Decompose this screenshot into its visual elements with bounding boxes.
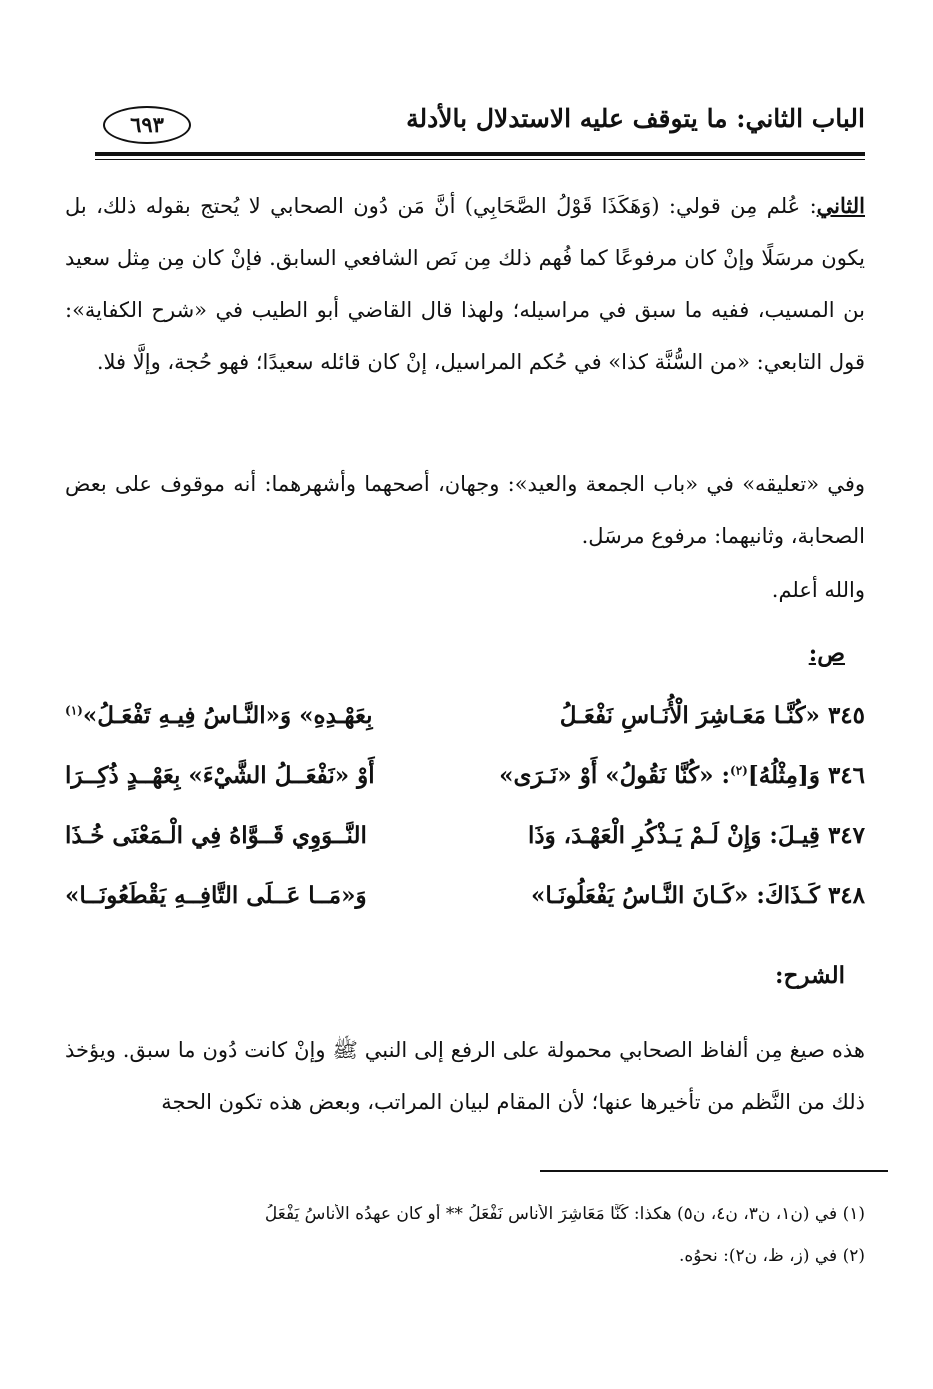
verse-hemistich-first: ٣٤٧ قِيـلَ: وَإِنْ لَـمْ يَـذْكُرِ الْعَهْـدَ، وَذَا (527, 822, 865, 849)
verse-hemistich-second: النَّــوَوِي قَــوَّاهُ فِي الْـمَعْنَى خُـذَا (65, 822, 367, 849)
verse-hemistich-first-rest: : «كُنَّا نَقُولُ» أَوْ «نَـرَى» (499, 762, 731, 789)
header-rule-thick (95, 152, 865, 156)
paragraph-label: الثاني (816, 193, 865, 218)
paragraph-3 (65, 564, 865, 616)
verse-line (65, 690, 865, 750)
verse-line (65, 810, 865, 870)
verse-hemistich-second (65, 702, 373, 729)
running-title: الباب الثاني: ما يتوقف عليه الاستدلال بالأدلة (406, 104, 865, 133)
header-rule-thin (95, 159, 865, 160)
verse-hemistich-first: ٣٤٨ كَـذَاكَ: «كَـانَ النَّـاسُ يَفْعَلُونَـا» (531, 882, 865, 909)
paragraph-4 (65, 1024, 865, 1128)
verse-line (65, 870, 865, 930)
verse-hemistich-first (499, 762, 865, 789)
verse-line (65, 750, 865, 810)
verse-hemistich-second-text: بِعَهْـدِهِ» وَ«النَّـاسُ فِيـهِ تَفْعَـلُ» (82, 702, 373, 729)
verse-hemistich-second: وَ«مَــا عَــلَى التَّافِــهِ يَقْطَعُونَــا» (65, 882, 367, 909)
footnote-2: (٢) في (ز، ظ، ن٢): نحوُه. (678, 1246, 865, 1266)
verse-hemistich-first: ٣٤٥ «كُنَّـا مَعَـاشِرَ الْأُنَـاسِ نَفْعَـلُ (559, 702, 865, 729)
footnote-ref: (١) (65, 703, 83, 718)
paragraph-1 (65, 180, 865, 388)
footnote-1: (١) في (ن١، ن٣، ن٤، ن٥) هكذا: كُنَّا مَعَاشِرَ الأناسِ نَفْعَلُ ** أو كان عهدُه الأناسُ يَفْعَلُ (264, 1204, 865, 1224)
paragraph-2-text: وفي «تعليقه» في «باب الجمعة والعيد»: وجهان، أصحهما وأشهرهما: أنه موقوف على بعض الصحابة، وثانيهما: مرفوع مرسَل. (65, 472, 865, 548)
paragraph-3-text: والله أعلم. (771, 578, 865, 602)
footnote-ref: (٢) (730, 763, 748, 778)
verse-heading: ص: (808, 640, 845, 667)
page-header (95, 100, 865, 152)
verse-hemistich-second: أَوْ «نَفْعَــلُ الشَّيْءَ» بِعَهْــدٍ ذُكِــرَا (65, 762, 375, 789)
verse-hemistich-first-text: ٣٤٦ وَ[مِثْلُهُ] (747, 762, 865, 789)
footnote-rule (540, 1170, 888, 1172)
sharh-heading: الشرح: (775, 962, 845, 989)
paragraph-1-text: : عُلم مِن قولي: (وَهَكَذَا قَوْلُ الصَّحَابِي) أنَّ مَن دُون الصحابي لا يُحتج بقوله ذلك، بل يكون مرسَلًا وإنْ كان مرفوعًا كما فُهم ذلك مِن نَص الشافعي السابق. فإنْ كان مِن مِثل سعيد بن المسيب، ففيه ما سبق في مراسيله؛ ولهذا قال القاضي أبو الطيب في «شرح الكفاية»: قول التابعي: «من السُّنَّة كذا» في حُكم المراسيل، إنْ كان قائله سعيدًا؛ فهو حُجة، وإلَّا فلا. (65, 194, 865, 374)
paragraph-4-text: هذه صيغ مِن ألفاظ الصحابي محمولة على الرفع إلى النبي ﷺ وإنْ كانت دُون ما سبق. ويؤخذ ذلك من النَّظم من تأخيرها عنها؛ لأن المقام لبيان المراتب، وبعض هذه تكون الحجة (65, 1038, 865, 1114)
page-number: ٦٩٣ (103, 106, 191, 144)
paragraph-2 (65, 458, 865, 562)
